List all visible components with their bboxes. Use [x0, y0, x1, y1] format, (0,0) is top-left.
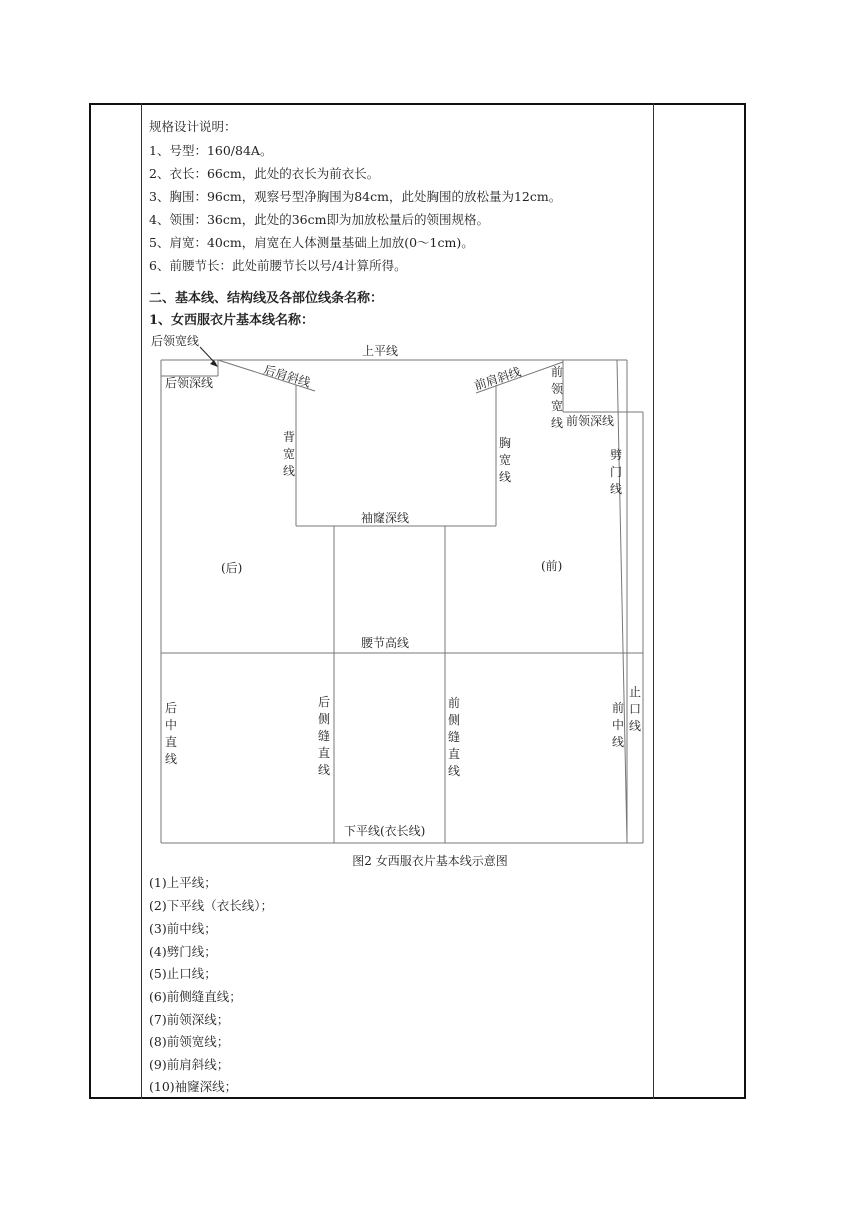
label-back-neck-depth: 后领深线 — [165, 376, 214, 390]
list-item: (2)下平线（衣长线）； — [149, 898, 273, 913]
label-front-neck-width: 前领宽线 — [550, 365, 564, 430]
label-bottom-line: 下平线(衣长线) — [344, 824, 426, 838]
label-front-side: 前侧缝直线 — [447, 696, 461, 778]
spec-item: 6、前腰节长：此处前腰节长以号/4计算所得。 — [149, 258, 407, 273]
label-back-center: 后中直线 — [164, 701, 178, 766]
list-item: (9)前肩斜线； — [149, 1057, 230, 1072]
section-subtitle: 1、女西服衣片基本线名称： — [149, 313, 315, 328]
label-front-panel: (前) — [541, 559, 563, 573]
spec-heading: 规格设计说明： — [149, 119, 237, 134]
placket-line — [617, 360, 627, 843]
label-back-shoulder: 后肩斜线 — [262, 362, 313, 390]
list-item: (6)前侧缝直线； — [149, 989, 242, 1004]
label-back-panel: (后) — [221, 561, 243, 575]
label-placket: 劈门线 — [609, 448, 623, 496]
list-item: (5)止口线； — [149, 966, 217, 981]
label-top-line: 上平线 — [362, 344, 399, 358]
spec-item: 1、号型：160/84A。 — [149, 143, 273, 158]
label-front-neck-depth: 前领深线 — [566, 414, 615, 428]
label-armhole-depth: 袖窿深线 — [361, 511, 410, 525]
list-item: (4)劈门线； — [149, 944, 217, 959]
spec-item: 3、胸围：96cm，观察号型净胸围为84cm，此处胸围的放松量为12cm。 — [149, 189, 562, 204]
figure-caption: 图2 女西服衣片基本线示意图 — [352, 854, 508, 868]
list-item: (10)袖窿深线； — [149, 1079, 238, 1094]
label-waist-line: 腰节高线 — [361, 636, 410, 650]
section-title: 二、基本线、结构线及各部位线条名称： — [149, 291, 384, 306]
list-item: (7)前领深线； — [149, 1012, 230, 1027]
list-item: (1)上平线； — [149, 875, 217, 890]
spec-item: 4、领围：36cm，此处的36cm即为加放松量后的领围规格。 — [149, 212, 489, 227]
list-item: (3)前中线； — [149, 921, 217, 936]
spec-item: 2、衣长：66cm，此处的衣长为前衣长。 — [149, 166, 380, 181]
list-item: (8)前领宽线； — [149, 1034, 230, 1049]
spec-item: 5、肩宽：40cm，肩宽在人体测量基础上加放(0～1cm)。 — [149, 235, 474, 250]
label-front-shoulder: 前肩斜线 — [472, 364, 523, 393]
label-back-side: 后侧缝直线 — [317, 695, 331, 777]
label-chest-width: 胸宽线 — [498, 436, 512, 484]
label-back-width: 背宽线 — [282, 430, 296, 478]
label-stop-line: 止口线 — [628, 685, 642, 733]
label-front-center: 前中线 — [611, 701, 625, 749]
label-back-neck-width: 后领宽线 — [151, 334, 200, 348]
